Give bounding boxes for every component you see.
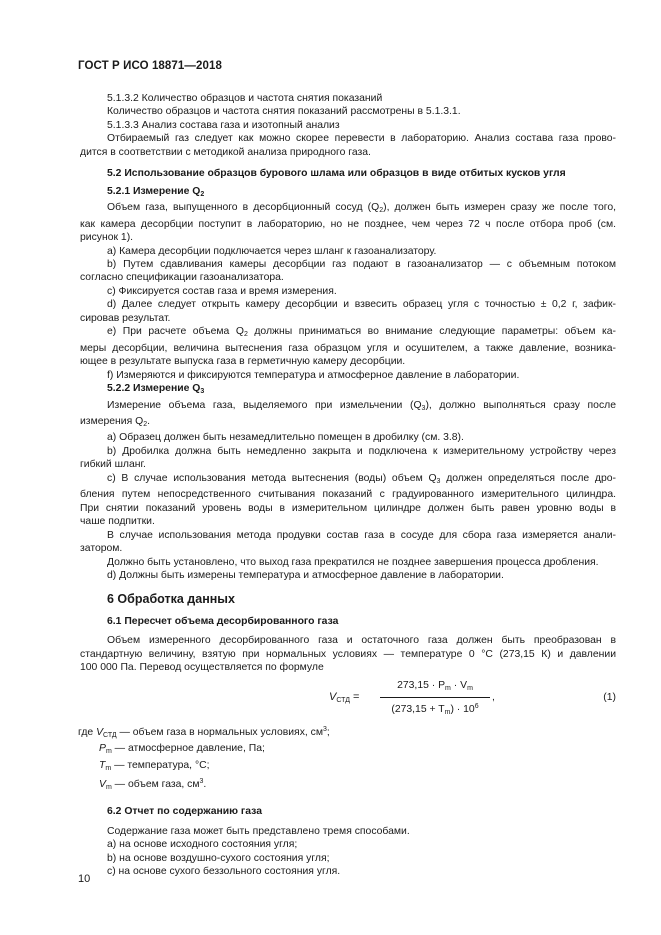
formula-lhs: $V_{СТД}$ =	[329, 690, 360, 704]
list-item-continuation: ющее в результате выпуска газа в герметичную камеру десорбции.	[80, 356, 406, 368]
list-item-continuation: бления путем непосредственного считывания показаний с градуированного измерительного цилиндра.	[80, 489, 616, 501]
subsection-heading-5-2-2: 5.2.2 Измерение $Q_3$	[107, 383, 205, 396]
list-item: b) Дробилка должна быть немедленно закрыта и подключена к измерительному устройству через	[107, 445, 616, 457]
where-line: где $V_{СТД}$ — объем газа в нормальных условиях, $см^3$;	[78, 725, 330, 739]
document-body	[80, 92, 616, 879]
paragraph: Отбираемый газ следует как можно скорее перевести в лабораторию. Анализ состава газа прово-	[107, 133, 616, 145]
clause-5-1-3-3: 5.1.3.3 Анализ состава газа и изотопный анализ	[107, 119, 340, 131]
paragraph: Объем измеренного десорбированного газа и остаточного газа должен быть преобразован в	[107, 635, 616, 647]
formula-1	[80, 679, 616, 723]
formula-denominator: $(273,15 + T_m) \cdot 10^6$	[391, 703, 479, 717]
page-number: 10	[78, 873, 91, 885]
standard-header: ГОСТ Р ИСО 18871—2018	[78, 60, 223, 72]
list-item: а) Камера десорбции подключается через шланг к газоанализатору.	[107, 245, 437, 257]
paragraph: рисунок 1).	[80, 232, 134, 244]
where-line: $P_m$ — атмосферное давление, Па;	[99, 743, 265, 756]
list-item: b) Путем сдавливания камеры десорбции газ подают в газоанализатор — с объемным потоком	[107, 258, 616, 270]
list-item: d) Далее следует открыть камеру десорбции и взвесить образец угля с точностью ± 0,2 г, зафик-	[107, 299, 616, 311]
paragraph: как камера десорбции поступит в лабораторию, но не позднее, чем через 72 ч после отбора проб (см.	[80, 218, 616, 230]
list-item: b) на основе воздушно-сухого состояния угля;	[107, 852, 330, 864]
list-item: d) Должны быть измерены температура и атмосферное давление в лаборатории.	[107, 569, 504, 581]
subsection-heading-5-2-1: 5.2.1 Измерение $Q_2$	[107, 185, 205, 198]
paragraph: В случае использования метода продувки состав газа в сосуде для сбора газа измеряется анали-	[107, 529, 616, 541]
paragraph: Должно быть установлено, что выход газа прекратился не позднее завершения процесса дробления.	[107, 556, 599, 568]
paragraph: измерения $Q_2$.	[80, 415, 150, 428]
list-item: а) Образец должен быть незамедлительно помещен в дробилку (см. 3.8).	[107, 432, 464, 444]
list-item: f) Измеряются и фиксируются температура и атмосферное давление в лаборатории.	[107, 369, 520, 381]
formula-fraction	[380, 679, 490, 720]
paragraph: 100 000 Па. Перевод осуществляется по формуле	[80, 662, 324, 674]
list-item-continuation: чаше подпитки.	[80, 516, 155, 528]
list-item: e) При расчете объема $Q_2$ должны приниматься во внимание следующие параметры: объем ка-	[107, 326, 616, 339]
paragraph: дится в соответствии с методикой анализа природного газа.	[80, 146, 371, 158]
clause-5-1-3-2: 5.1.3.2 Количество образцов и частота снятия показаний	[107, 93, 383, 104]
paragraph: Содержание газа может быть представлено тремя способами.	[107, 825, 410, 837]
where-line: $T_m$ — температура, °С;	[99, 759, 210, 772]
list-item: c) Фиксируется состав газа и время измерения.	[107, 285, 337, 297]
list-item-continuation: сировав результат.	[80, 312, 171, 324]
formula-number: (1)	[603, 691, 616, 703]
formula-comma: ,	[492, 691, 495, 703]
list-item-continuation: гибкий шланг.	[80, 459, 146, 471]
paragraph: Количество образцов и частота снятия показаний рассмотрены в 5.1.3.1.	[107, 106, 461, 118]
paragraph: затором.	[80, 543, 123, 555]
list-item-continuation: меры десорбции, величина вытеснения газа образцом угля и осушителем, а также давление, возника-	[80, 342, 616, 354]
list-item: а) на основе исходного состояния угля;	[107, 839, 298, 851]
paragraph: стандартную величину, взятую при нормальных условиях — температуре 0 °С (273,15 К) и давлении	[80, 648, 616, 660]
list-item: c) В случае использования метода вытеснения (воды) объем $Q_3$ должен определяться после дро-	[107, 472, 616, 485]
formula-numerator: $273,15 \cdot P_m \cdot V_m$	[380, 679, 490, 698]
where-line: $V_m$ — объем газа, $см^3$.	[99, 778, 207, 792]
section-heading-6: 6 Обработка данных	[107, 592, 235, 607]
paragraph: Измерение объема газа, выделяемого при измельчении $(Q_3)$, должно выполняться сразу после	[107, 399, 616, 412]
list-item-continuation: согласно спецификации газоанализатора.	[80, 272, 284, 284]
section-heading-5-2: 5.2 Использование образцов бурового шлама или образцов в виде отбитых кусков угля	[107, 168, 566, 180]
list-item-continuation: При снятии показаний уровень воды в измерительном цилиндре должен быть равен уровню воды в	[80, 502, 616, 514]
paragraph: Объем газа, выпущенного в десорбционный сосуд $(Q_2)$, должен быть измерен сразу же после того,	[107, 202, 616, 215]
subsection-heading-6-1: 6.1 Пересчет объема десорбированного газа	[107, 615, 339, 627]
subsection-heading-6-2: 6.2 Отчет по содержанию газа	[107, 806, 262, 818]
list-item: c) на основе сухого беззольного состояния угля.	[107, 866, 341, 878]
